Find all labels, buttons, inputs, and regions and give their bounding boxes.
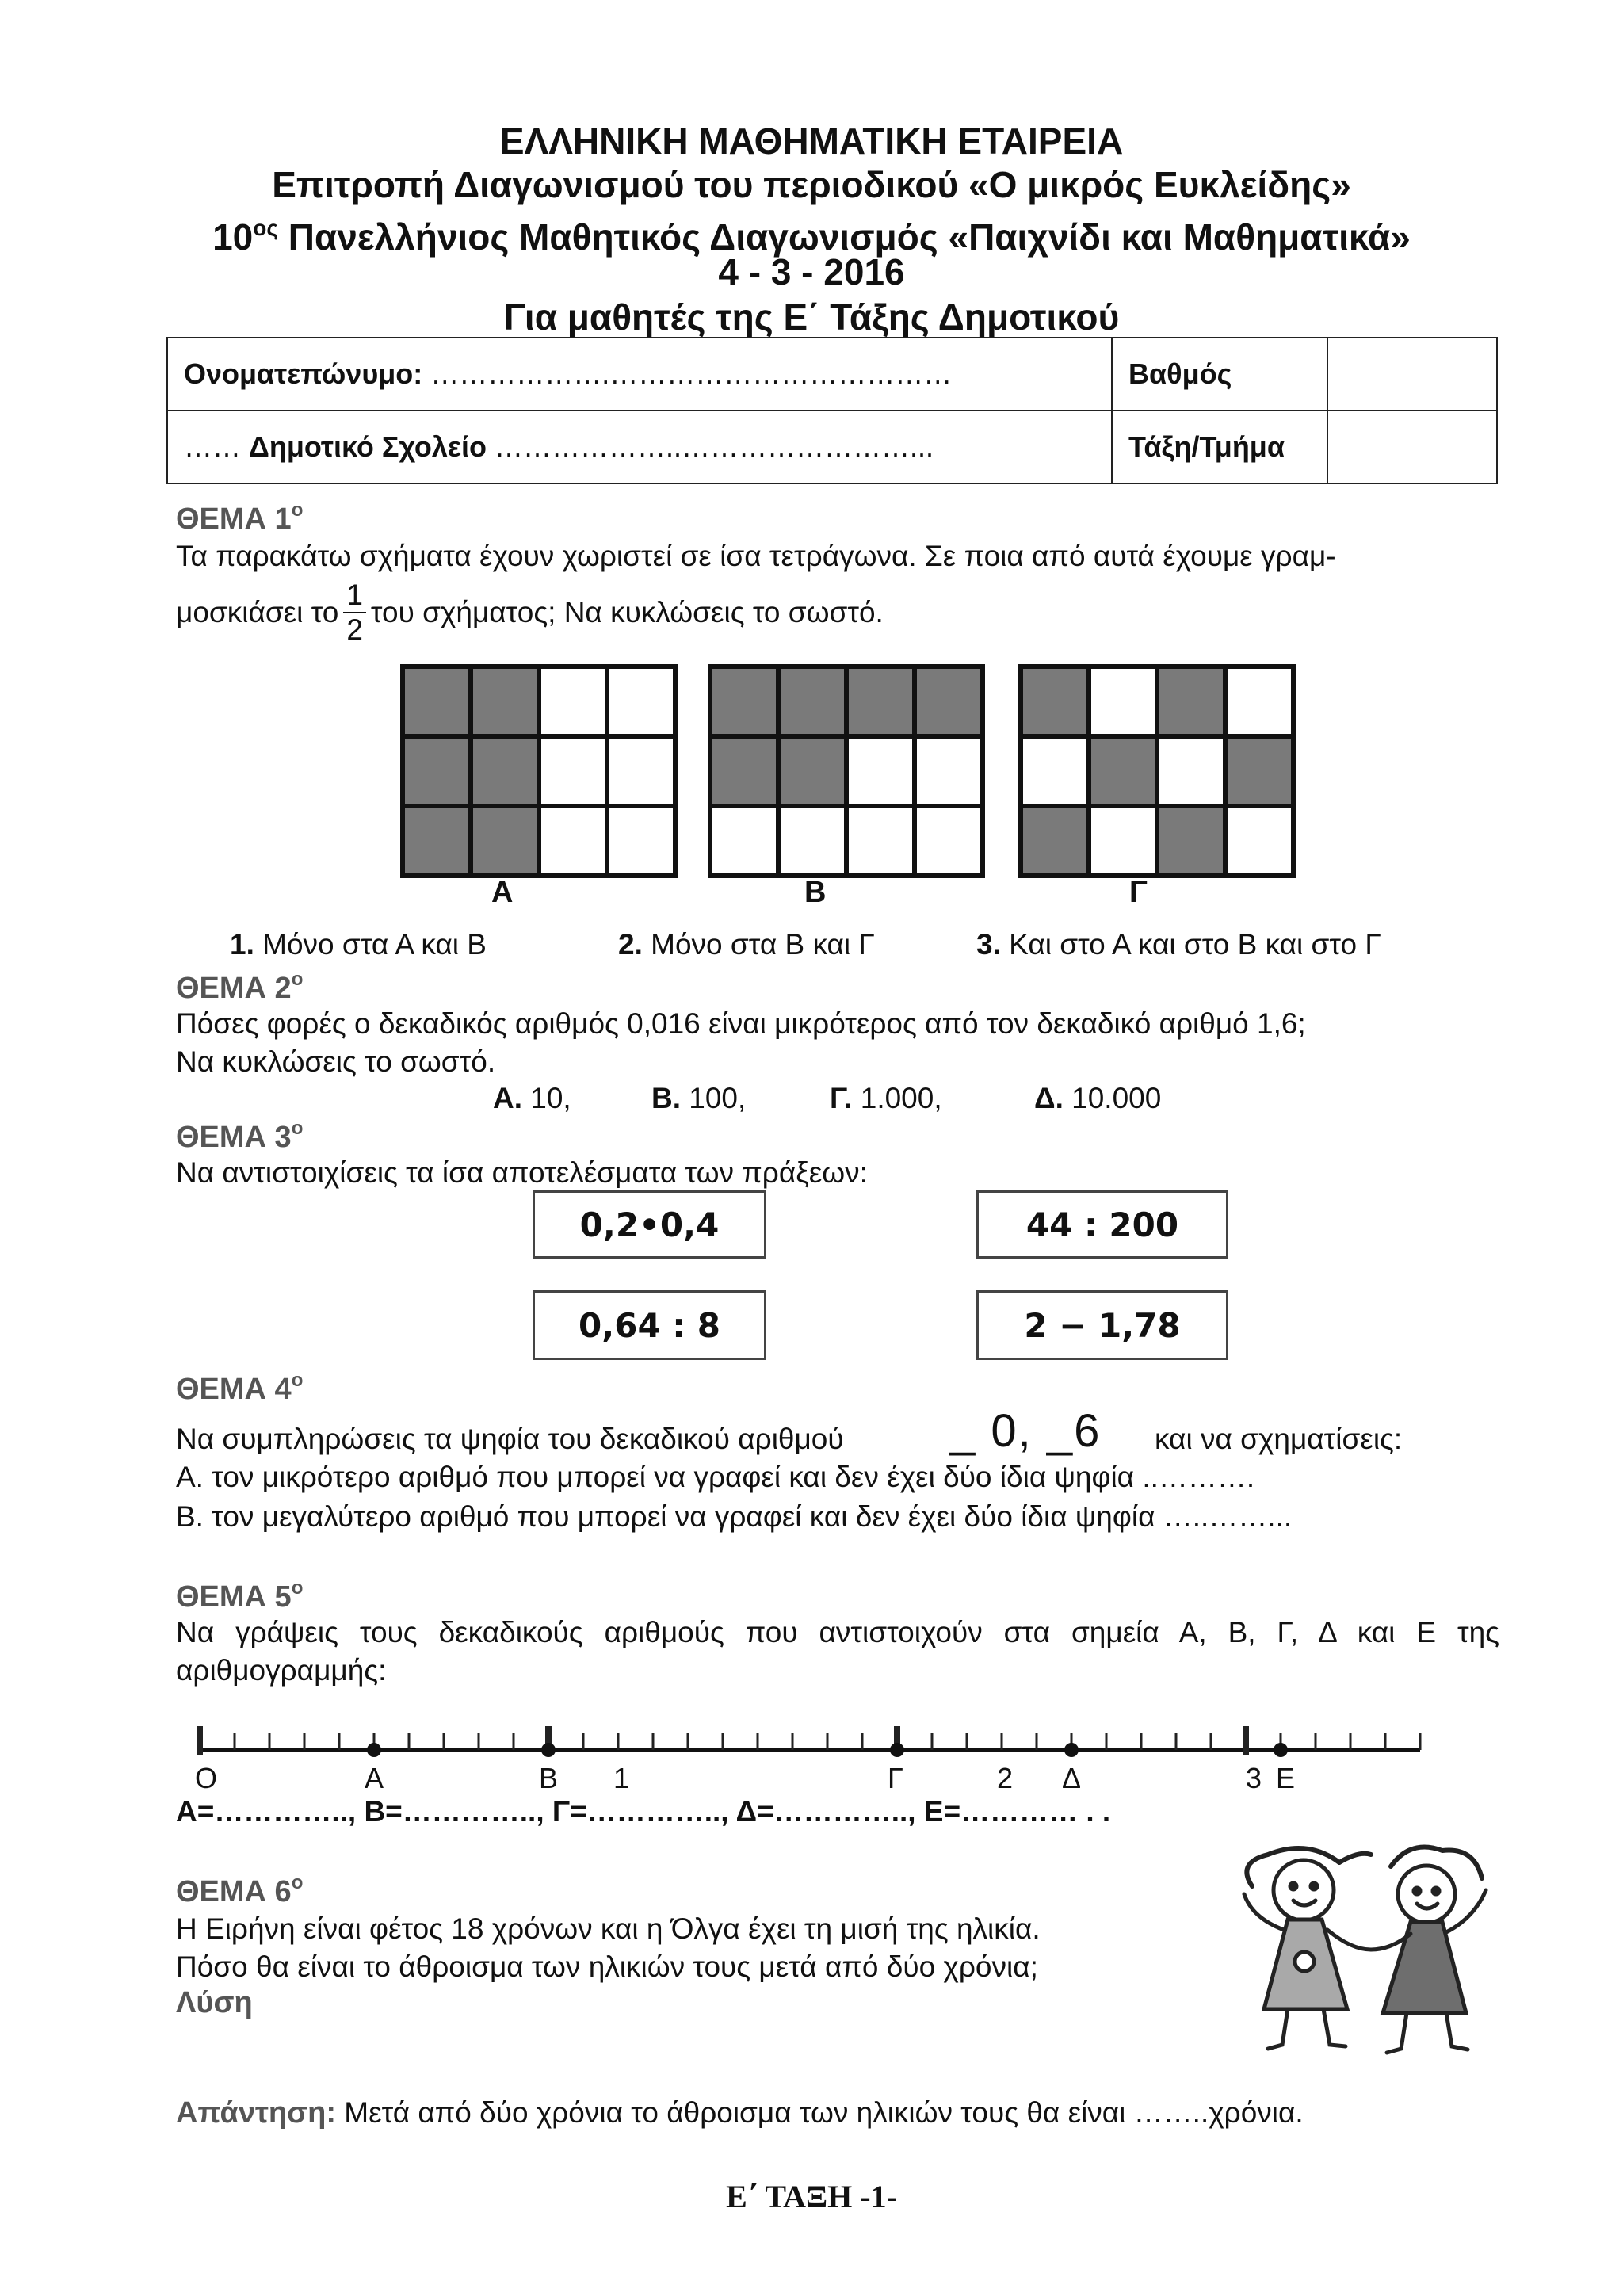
blank-square — [539, 736, 607, 806]
blank-square — [846, 736, 915, 806]
theme2-title: ΘΕΜΑ $2^o$ — [176, 968, 304, 1005]
theme6-title: ΘΕΜΑ $6^o$ — [176, 1872, 304, 1908]
theme5-title: ΘΕΜΑ $5^o$ — [176, 1577, 304, 1614]
shaded-square — [1157, 667, 1225, 736]
number-line-label: 1 — [613, 1762, 630, 1794]
number-line — [0, 1704, 1623, 1807]
grade-label: Βαθμός — [1112, 338, 1327, 411]
student-info-table — [166, 337, 1498, 484]
header-competition: $10^{o\varsigma}$ Πανελλήνιος Μαθητικός Διαγωνισμός «Παιχνίδι και Μαθηματικά» — [212, 216, 1411, 258]
shape-grid-1[interactable] — [400, 664, 678, 878]
theme5-answers[interactable]: Α=………….., Β=………….., Γ=………….., Δ=………….., Ε=………… . . — [176, 1795, 1111, 1828]
theme6-solution-label: Λύση — [176, 1986, 253, 2019]
blank-square — [1089, 667, 1157, 736]
shaded-square — [1225, 736, 1293, 806]
shaded-square — [710, 667, 778, 736]
class-cell[interactable] — [1327, 411, 1497, 483]
theme2-text-line2: Να κυκλώσεις το σωστό. — [176, 1045, 496, 1078]
header-date: 4 - 3 - 2016 — [718, 251, 905, 292]
theme1-option-2[interactable]: 2. Μόνο στα Β και Γ — [618, 928, 875, 961]
theme6-answer[interactable]: Απάντηση: Μετά από δύο χρόνια το άθροισμα των ηλικιών τους θα είναι ……..χρόνια. — [176, 2096, 1304, 2130]
blank-square — [710, 806, 778, 876]
theme4-title: ΘΕΜΑ $4^o$ — [176, 1370, 304, 1406]
school-cell[interactable]: …… Δημοτικό Σχολείο ………………..……………………... — [167, 411, 1112, 483]
shaded-square — [471, 806, 539, 876]
shaded-square — [403, 667, 471, 736]
point-Δ — [1064, 1743, 1079, 1757]
theme4-line-a[interactable]: Α. τον μικρότερο αριθμό που μπορεί να γραφεί και δεν έχει δύο ίδια ψηφία ..………. — [176, 1461, 1255, 1493]
blank-square — [1021, 736, 1089, 806]
expr-box-2[interactable]: 44 : 200 — [976, 1190, 1228, 1259]
blank-square — [607, 806, 675, 876]
shape-label-1: Α — [491, 876, 514, 909]
theme1-title: ΘΕΜΑ $1^o$ — [176, 499, 304, 536]
shape-grid-2[interactable] — [708, 664, 985, 878]
point-Α — [367, 1743, 381, 1757]
theme1-text-line1: Τα παρακάτω σχήματα έχουν χωριστεί σε ίσα τετράγωνα. Σε ποια από αυτά έχουμε γραμ- — [176, 540, 1336, 572]
shaded-square — [1021, 667, 1089, 736]
header-subtitle: Επιτροπή Διαγωνισμού του περιοδικού «Ο μικρός Ευκλείδης» — [272, 164, 1351, 205]
number-line-label: 3 — [1246, 1762, 1262, 1794]
number-line-label: Α — [365, 1762, 384, 1794]
shape-grid-3[interactable] — [1018, 664, 1296, 878]
theme5-text-line2: αριθμογραμμής: — [176, 1654, 387, 1687]
shaded-square — [846, 667, 915, 736]
blank-square — [539, 806, 607, 876]
theme5-text-line1: Να γράψεις τους δεκαδικούς αριθμούς που αντιστοιχούν στα σημεία Α, Β, Γ, Δ και Ε της — [176, 1616, 1499, 1648]
girls-illustration — [1220, 1831, 1506, 2069]
shape-label-2: Β — [804, 876, 827, 909]
class-label: Τάξη/Τμήμα — [1112, 411, 1327, 483]
number-line-label: Δ — [1062, 1762, 1082, 1794]
blank-square — [539, 667, 607, 736]
point-Γ — [890, 1743, 904, 1757]
point-Ε — [1274, 1743, 1288, 1757]
fraction-one-half: $\frac{1}{2}$ — [343, 579, 366, 647]
shape-label-3: Γ — [1129, 876, 1148, 909]
page-footer: Ε΄ ΤΑΞΗ -1- — [726, 2179, 897, 2214]
number-line-label: Ε — [1276, 1762, 1296, 1794]
shaded-square — [1089, 736, 1157, 806]
theme4-text-b: και να σχηματίσεις: — [1155, 1423, 1403, 1455]
theme4-number: _ 0, _6 — [949, 1405, 1102, 1457]
theme2-option-a[interactable]: Α. 10, — [493, 1082, 571, 1114]
theme4-line-b[interactable]: Β. τον μεγαλύτερο αριθμό που μπορεί να γραφεί και δεν έχει δύο ίδια ψηφία …..……... — [176, 1500, 1293, 1533]
header-title: ΕΛΛΗΝΙΚΗ ΜΑΘΗΜΑΤΙΚΗ ΕΤΑΙΡΕΙΑ — [499, 120, 1124, 162]
shaded-square — [778, 736, 846, 806]
blank-square — [846, 806, 915, 876]
blank-square — [915, 806, 983, 876]
shaded-square — [1157, 806, 1225, 876]
shaded-square — [778, 667, 846, 736]
theme6-text-line2: Πόσο θα είναι το άθροισμα των ηλικιών τους μετά από δύο χρόνια; — [176, 1950, 1038, 1983]
theme2-text-line1: Πόσες φορές ο δεκαδικός αριθμός 0,016 είναι μικρότερος από τον δεκαδικό αριθμό 1,6; — [176, 1007, 1306, 1040]
shaded-square — [1021, 806, 1089, 876]
theme1-text-line2: μοσκιάσει το $\frac{1}{2}$ του σχήματος; Να κυκλώσεις το σωστό. — [176, 579, 884, 646]
theme3-text: Να αντιστοιχίσεις τα ίσα αποτελέσματα των πράξεων: — [176, 1156, 868, 1189]
blank-square — [607, 736, 675, 806]
expr-box-1[interactable]: 0,2•0,4 — [533, 1190, 766, 1259]
theme4-text-a: Να συμπληρώσεις τα ψηφία του δεκαδικού αριθμού — [176, 1423, 844, 1455]
expr-box-4[interactable]: 2 − 1,78 — [976, 1290, 1228, 1360]
grade-cell[interactable] — [1327, 338, 1497, 411]
name-cell[interactable]: Ονοματεπώνυμο: ……………….……………………………… — [167, 338, 1112, 411]
shaded-square — [403, 806, 471, 876]
theme6-text-line1: Η Ειρήνη είναι φέτος 18 χρόνων και η Όλγα έχει τη μισή της ηλικία. — [176, 1912, 1041, 1945]
theme1-option-1[interactable]: 1. Μόνο στα Α και Β — [230, 928, 487, 961]
blank-square — [915, 736, 983, 806]
theme2-option-b[interactable]: Β. 100, — [651, 1082, 747, 1114]
expr-box-3[interactable]: 0,64 : 8 — [533, 1290, 766, 1360]
shaded-square — [915, 667, 983, 736]
theme2-option-d[interactable]: Δ. 10.000 — [1034, 1082, 1162, 1114]
number-line-label: Ο — [195, 1762, 218, 1794]
shaded-square — [471, 736, 539, 806]
shaded-square — [710, 736, 778, 806]
number-line-label: Γ — [888, 1762, 903, 1794]
blank-square — [778, 806, 846, 876]
shaded-square — [403, 736, 471, 806]
blank-square — [1225, 667, 1293, 736]
number-line-label: 2 — [997, 1762, 1014, 1794]
blank-square — [607, 667, 675, 736]
theme2-option-c[interactable]: Γ. 1.000, — [830, 1082, 942, 1114]
point-Β — [541, 1743, 556, 1757]
blank-square — [1157, 736, 1225, 806]
header-grade: Για μαθητές της Ε΄ Τάξης Δημοτικού — [503, 296, 1120, 338]
theme3-title: ΘΕΜΑ $3^o$ — [176, 1117, 304, 1154]
theme1-option-3[interactable]: 3. Και στο Α και στο Β και στο Γ — [976, 928, 1381, 961]
shaded-square — [471, 667, 539, 736]
number-line-label: Β — [539, 1762, 559, 1794]
blank-square — [1225, 806, 1293, 876]
blank-square — [1089, 806, 1157, 876]
